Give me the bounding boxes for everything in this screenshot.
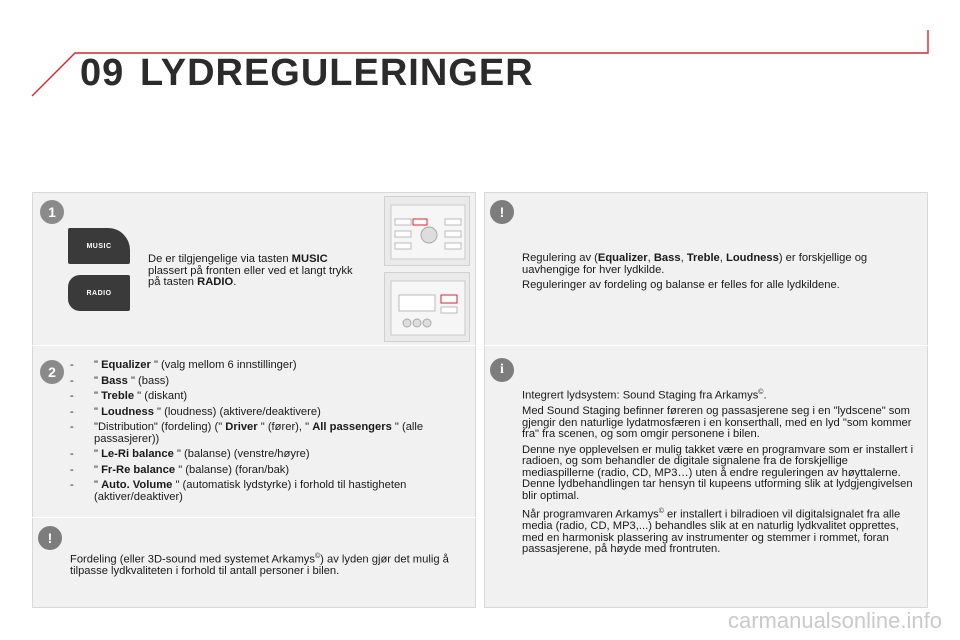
warning-badge-right: ! [490,200,514,224]
list-item: - " Le-Ri balance " (balanse) (venstre/høyre) [70,448,310,460]
list-item: - " Bass " (bass) [70,374,170,387]
access-instruction: De er tilgjengelige via tasten MUSIC plassert på fronten eller ved et langt trykk på tasten RADIO. [148,253,353,288]
radio-unit-drawing-bottom [385,273,471,343]
left-divider-1 [32,345,476,346]
radio-unit-image-bottom [384,272,470,342]
list-item: - " Treble " (diskant) [70,390,188,402]
step-badge-2: 2 [40,360,64,384]
warning-text: Regulering av (Equalizer, Bass, Treble, Loudness) er forskjellige og uavhengige for hver lydkilde. Reguleringer av fordeling og balanse er felles for alle lydkildene. [522,252,868,291]
music-button-image [68,228,130,264]
radio-button-label: RADIO [86,289,112,297]
info-text: Integrert lydsystem: Sound Staging fra Arkamys©. Med Sound Staging befinner føreren og passasjerene seg i en "lydscene" som gjengir den naturlige lydatmosfæren i en konserthall, med en lyd "som kommer fra" fra scenen, og som omgir personene i bilen. Denne nye opplevelsen er mulig takket være en programvare som er installert i radioen, og som behandler de digitale signalene fra de forskjellige mediaspillerne (radio, CD, MP3…) uten å endre reguleringen av høyttalerne. Denne lydbehandlingen tar hensyn til kupeens utforming slik at lydgjengivelsen blir optimal. Når programvaren Arkamys© er installert i bilradioen vil digitalsignalet fra alle media (radio, CD, MP3,...) behandles slik at en naturlig lydkvalitet opprettes, med en harmonisk plassering av instrumenter og stemmer i rommet, foran passasjerene, på høyde med frontruten. [522,389,914,556]
watermark: carmanualsonline.info [727,608,942,633]
sound-options-list [70,360,465,507]
page-title: LYDREGULERINGER [140,52,534,94]
left-divider-2 [32,517,476,518]
list-item: - " Fr-Re balance " (balanse) (foran/bak) [70,463,290,476]
radio-unit-drawing-top [385,197,471,267]
distribution-note: Fordeling (eller 3D-sound med systemet Arkamys©) av lyden gjør det mulig å tilpasse lydkvaliteten i forhold til antall personer i bilen. [70,553,449,578]
warning-badge-left: ! [38,526,62,550]
chapter-number: 09 [80,52,125,94]
right-divider [484,345,928,346]
list-item: - " Equalizer " (valg mellom 6 innstillinger) [70,359,297,371]
music-button-label: MUSIC [86,242,112,250]
radio-button-image [68,275,130,311]
list-item: - " Loudness " (loudness) (aktivere/deaktivere) [70,405,321,418]
step-badge-1: 1 [40,200,64,224]
radio-unit-image-top [384,196,470,266]
list-item: - " Auto. Volume " (automatisk lydstyrke) i forhold til hastigheten (aktiver/deaktiver) [70,479,407,503]
info-badge: i [490,358,514,382]
list-item: - "Distribution" (fordeling) (" Driver " (fører), " All passengers " (alle passasjerer)) [70,421,424,445]
